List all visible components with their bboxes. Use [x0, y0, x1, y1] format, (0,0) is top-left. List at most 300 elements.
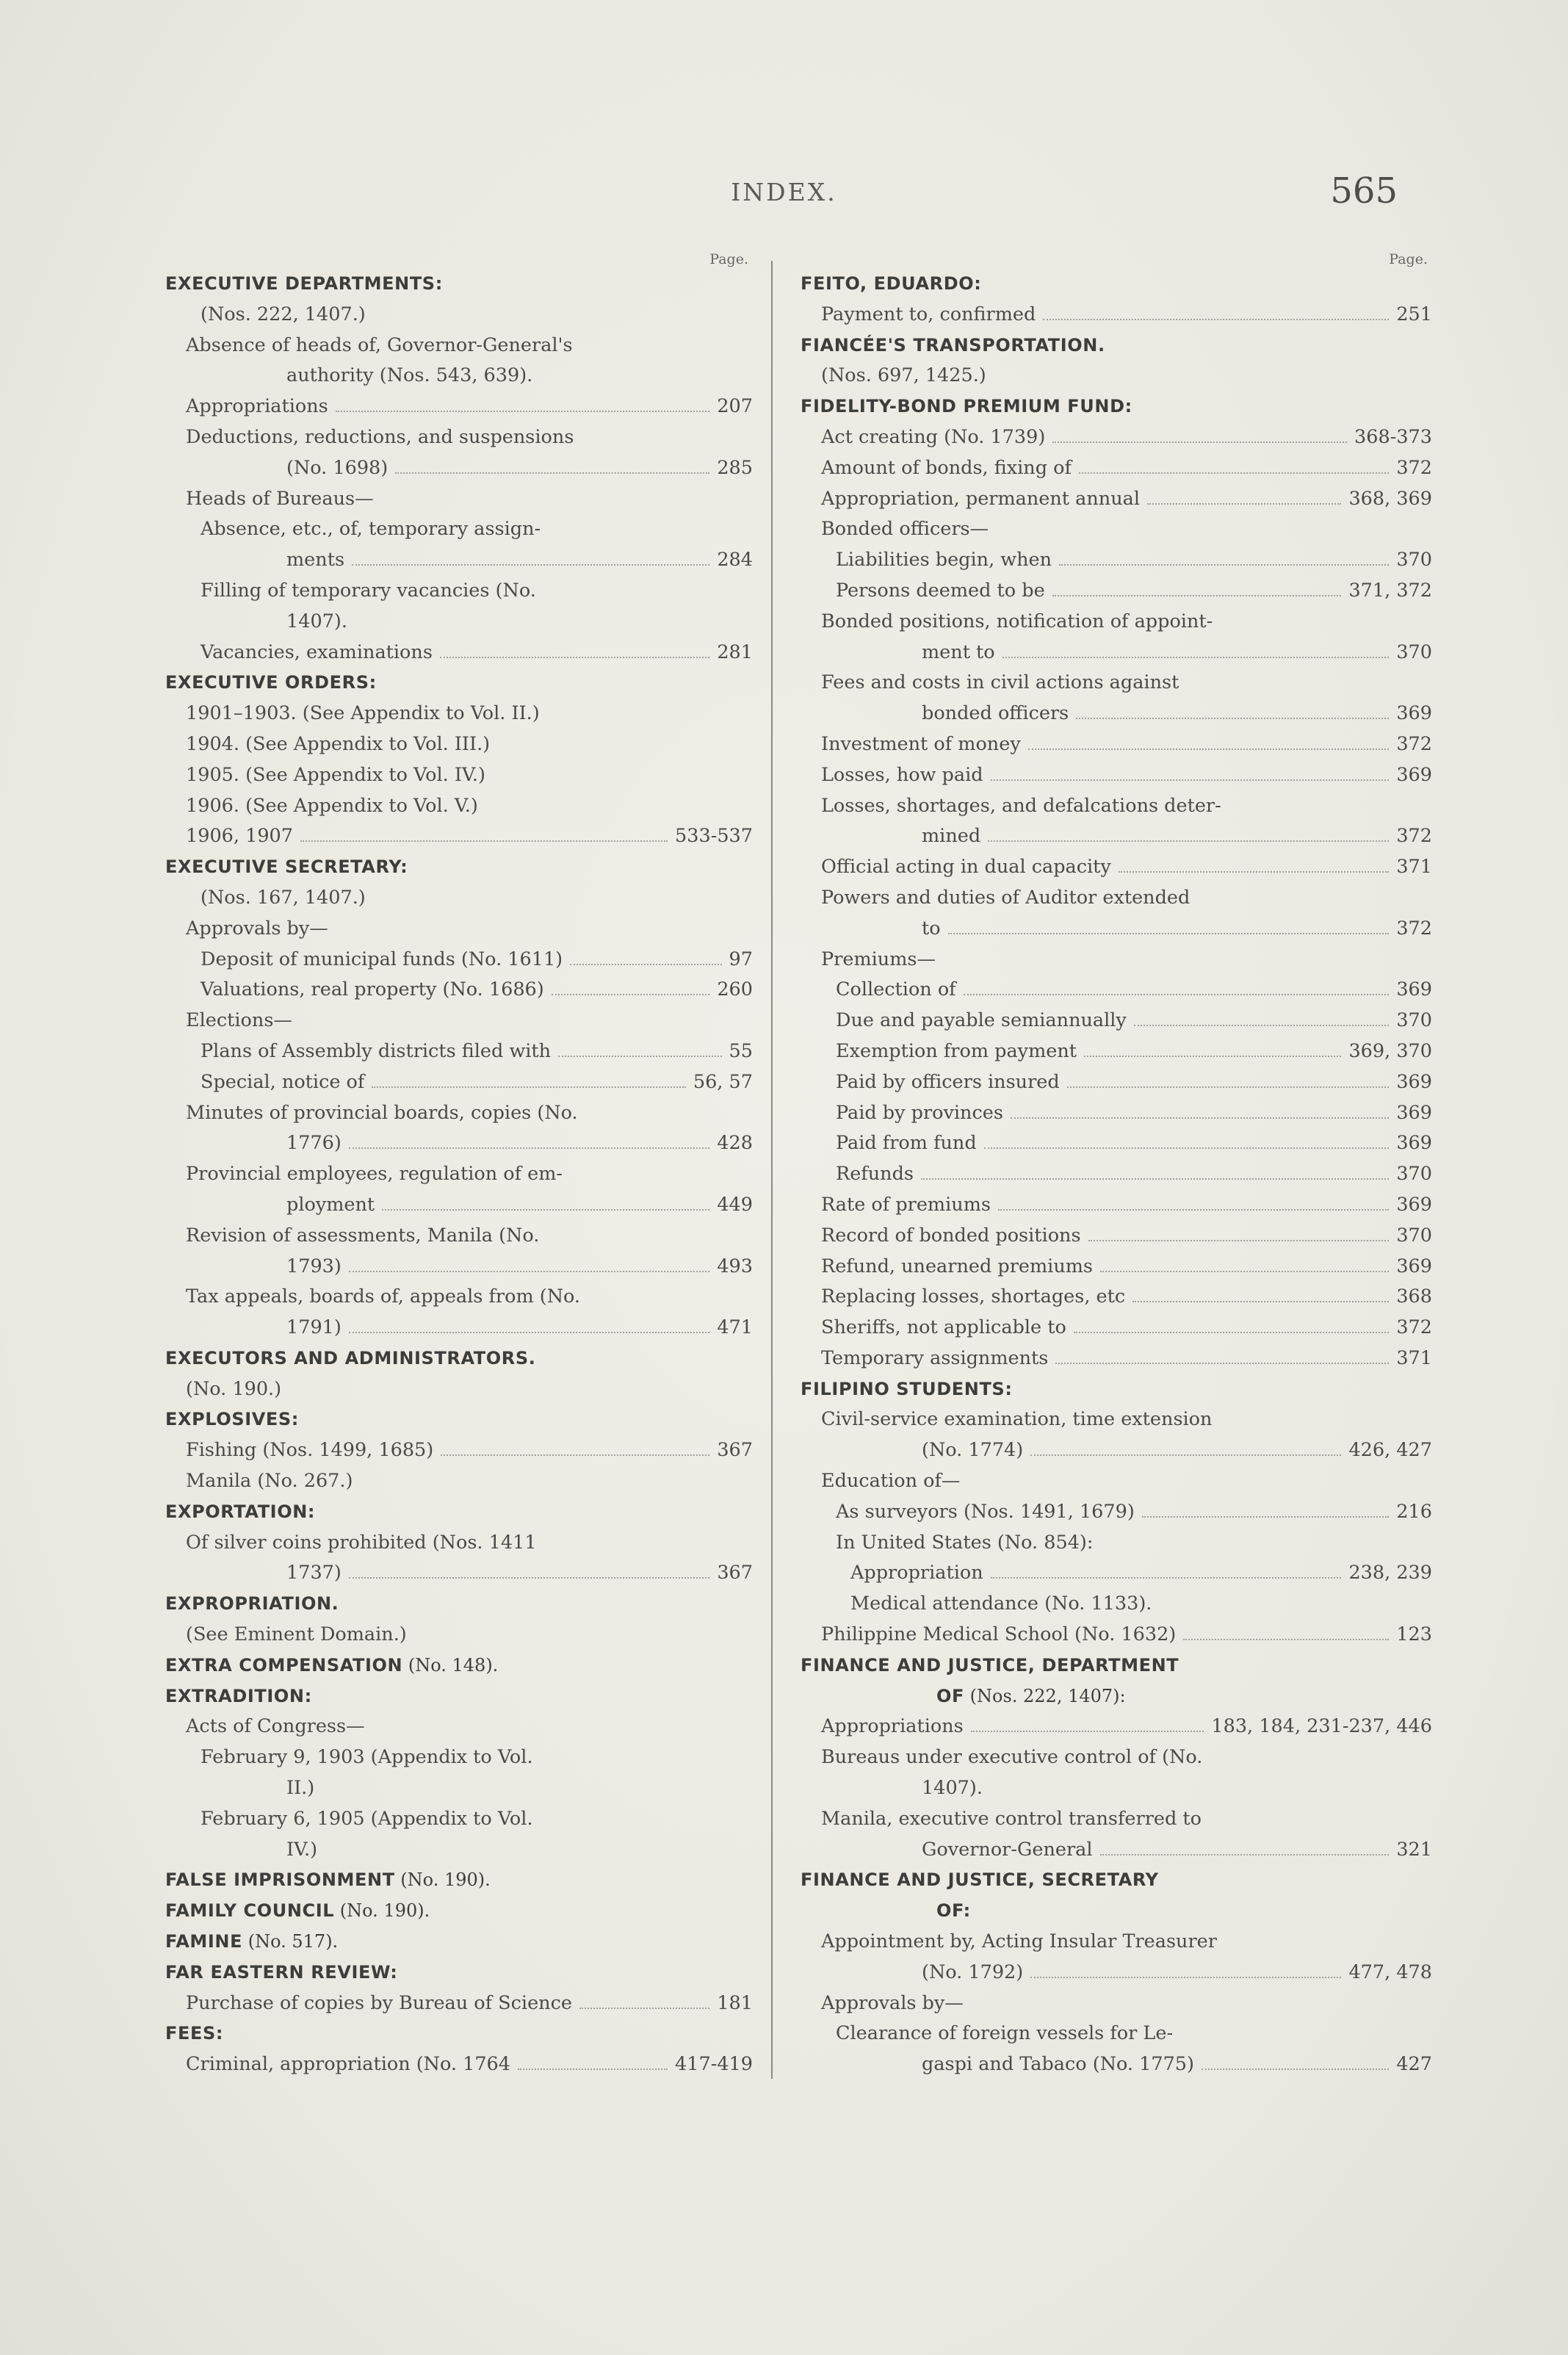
index-entry [801, 576, 1432, 607]
index-entry [801, 1098, 1432, 1129]
entry-text: Record of bonded positions [821, 1224, 1081, 1247]
index-entry [801, 1558, 1432, 1589]
index-entry [165, 2049, 753, 2080]
entry-text: Powers and duties of Auditor extended [821, 886, 1191, 909]
index-entry [165, 699, 753, 729]
index-entry [165, 607, 753, 638]
dot-leader [1059, 564, 1389, 566]
index-entry [801, 1528, 1432, 1559]
page-column-label: Page. [1389, 251, 1428, 267]
index-entry [165, 576, 753, 607]
index-heading [165, 1404, 753, 1435]
entry-text: Refund, unearned premiums [821, 1255, 1094, 1277]
index-entry [801, 1497, 1432, 1528]
page-reference: 369 [1396, 763, 1432, 786]
index-entry [801, 1466, 1432, 1497]
index-heading [165, 1497, 753, 1528]
index-entry [801, 1404, 1432, 1435]
dot-leader [1183, 1639, 1389, 1640]
index-entry [801, 1190, 1432, 1221]
index-entry [801, 1221, 1432, 1252]
dot-leader [1119, 871, 1390, 873]
entry-text: FILIPINO STUDENTS: [801, 1378, 1013, 1399]
index-heading [165, 1651, 753, 1681]
entry-text: (No. 1792) [922, 1961, 1024, 1983]
index-entry [165, 1252, 753, 1283]
page-reference: 97 [729, 948, 753, 970]
entry-text: ment to [922, 641, 995, 663]
page-reference: 321 [1396, 1838, 1432, 1861]
entry-reference: (No. 190). [394, 1869, 491, 1891]
page-reference: 369 [1396, 702, 1432, 725]
entry-text: 1901–1903. (See Appendix to Vol. II.) [186, 702, 540, 725]
entry-text: Provincial employees, regulation of em- [186, 1163, 563, 1186]
page-number: 565 [1330, 170, 1398, 212]
index-entry [801, 514, 1432, 545]
entry-text: EXPLOSIVES: [165, 1409, 299, 1430]
index-entry [801, 1620, 1432, 1651]
page-reference: 367 [717, 1439, 753, 1462]
page-reference: 370 [1396, 1224, 1432, 1247]
index-entry [801, 1773, 1432, 1804]
entry-text: Absence of heads of, Governor-General's [186, 333, 573, 356]
dot-leader [570, 964, 721, 965]
entry-text: FEITO, EDUARDO: [801, 273, 982, 294]
index-entry [801, 883, 1432, 914]
page-reference: 427 [1396, 2053, 1432, 2076]
page-reference: 368-373 [1354, 425, 1432, 448]
dot-leader [1088, 1240, 1390, 1241]
index-entry [165, 975, 753, 1006]
entry-text: Appropriation, permanent annual [821, 487, 1140, 510]
dot-leader [991, 1577, 1342, 1579]
index-entry [165, 1282, 753, 1313]
entry-text: EXTRADITION: [165, 1685, 312, 1706]
dot-leader [440, 657, 709, 658]
entry-text: OF (Nos. 222, 1407): [936, 1685, 1126, 1706]
entry-text: 1793) [286, 1255, 342, 1277]
page-reference: 370 [1396, 549, 1432, 571]
dot-leader [1142, 1516, 1390, 1518]
dot-leader [349, 1271, 709, 1272]
index-heading [801, 269, 1432, 300]
entry-text: Acts of Congress— [186, 1715, 365, 1738]
index-entry [801, 945, 1432, 975]
dot-leader [395, 472, 709, 474]
index-entry [801, 1159, 1432, 1190]
dot-leader [1002, 657, 1390, 658]
page-reference: 216 [1396, 1500, 1432, 1523]
index-entry [801, 1344, 1432, 1374]
entry-text: Exemption from payment [836, 1039, 1077, 1062]
column-divider [771, 261, 773, 2079]
entry-text: Bonded officers— [821, 518, 989, 541]
entry-text: ployment [286, 1193, 375, 1216]
entry-text: Temporary assignments [821, 1346, 1049, 1369]
index-entry [801, 1835, 1432, 1866]
running-head [0, 170, 1568, 214]
entry-text: Paid by provinces [836, 1101, 1003, 1124]
entry-reference: (No. 148). [402, 1654, 499, 1676]
index-entry [801, 422, 1432, 453]
index-entry [801, 699, 1432, 729]
page-reference: 181 [717, 1991, 753, 2014]
page-reference: 428 [717, 1132, 753, 1155]
index-entry [801, 852, 1432, 883]
entry-text: (Nos. 697, 1425.) [821, 364, 986, 387]
dot-leader [1076, 718, 1389, 719]
index-entry [165, 1773, 753, 1804]
page-reference: 372 [1396, 456, 1432, 479]
entry-text: FINANCE AND JUSTICE, DEPARTMENT [801, 1654, 1179, 1676]
page-reference: 372 [1396, 825, 1432, 848]
entry-text: Clearance of foreign vessels for Le- [836, 2022, 1174, 2045]
index-heading [165, 1865, 753, 1896]
index-heading [801, 1374, 1432, 1405]
entry-text: Rate of premiums [821, 1193, 991, 1216]
page-reference: 183, 184, 231-237, 446 [1211, 1715, 1432, 1738]
page-reference: 369 [1396, 978, 1432, 1001]
index-entry [165, 1313, 753, 1344]
entry-text: Act creating (No. 1739) [821, 425, 1046, 448]
entry-text: Heads of Bureaus— [186, 487, 374, 510]
index-entry [165, 514, 753, 545]
dot-leader [1079, 472, 1389, 474]
index-entry [165, 914, 753, 945]
entry-text: Bureaus under executive control of (No. [821, 1746, 1203, 1769]
dot-leader [1052, 441, 1347, 443]
entry-text: EXPORTATION: [165, 1501, 316, 1522]
index-heading [801, 1651, 1432, 1681]
page-reference: 123 [1396, 1623, 1432, 1646]
page-reference: 449 [717, 1193, 753, 1216]
index-entry [165, 1528, 753, 1559]
page-reference: 426, 427 [1348, 1439, 1432, 1462]
page-reference: 417-419 [675, 2053, 753, 2076]
entry-reference: (Nos. 222, 1407): [964, 1685, 1126, 1706]
entry-text: 1905. (See Appendix to Vol. IV.) [186, 763, 485, 786]
dot-leader [1202, 2069, 1389, 2070]
index-heading [165, 2019, 753, 2049]
index-entry [801, 1006, 1432, 1036]
entry-text: FIDELITY-BOND PREMIUM FUND: [801, 396, 1132, 417]
index-entry [165, 361, 753, 392]
index-entry [801, 2049, 1432, 2080]
entry-reference: (No. 190). [334, 1900, 430, 1922]
index-entry [801, 1036, 1432, 1067]
entry-text: Tax appeals, boards of, appeals from (No. [186, 1285, 581, 1308]
dot-leader [1132, 1301, 1389, 1302]
right-column [801, 250, 1432, 2080]
entry-text: Manila (No. 267.) [186, 1470, 353, 1493]
page-reference: 368, 369 [1348, 487, 1432, 510]
entry-text: FALSE IMPRISONMENT (No. 190). [165, 1869, 491, 1891]
page-reference: 284 [717, 549, 753, 571]
entry-text: Premiums— [821, 948, 936, 970]
entry-text: EXECUTIVE SECRETARY: [165, 856, 408, 878]
entry-text: EXECUTORS AND ADMINISTRATORS. [165, 1347, 536, 1368]
dot-leader [579, 2008, 709, 2009]
dot-leader [1134, 1025, 1389, 1026]
index-entry [165, 1558, 753, 1589]
index-entry [801, 791, 1432, 822]
dot-leader [352, 564, 709, 566]
index-entry [165, 1190, 753, 1221]
index-entry [165, 729, 753, 760]
page-reference: 56, 57 [693, 1070, 753, 1093]
index-entry [165, 422, 753, 453]
page-reference: 372 [1396, 1316, 1432, 1339]
dot-leader [1043, 319, 1389, 320]
index-entry [165, 1620, 753, 1651]
entry-text: (No. 1698) [286, 456, 389, 479]
entry-text: Education of— [821, 1470, 961, 1493]
page-reference: 370 [1396, 641, 1432, 663]
page-reference: 369, 370 [1348, 1039, 1432, 1062]
page-reference: 471 [717, 1316, 753, 1339]
index-entry [165, 1712, 753, 1742]
index-entry [801, 1804, 1432, 1835]
dot-leader [921, 1178, 1389, 1180]
entry-text: Sheriffs, not applicable to [821, 1316, 1066, 1339]
page-reference: 369 [1396, 1101, 1432, 1124]
entry-text: bonded officers [922, 702, 1069, 725]
page-reference: 207 [717, 395, 753, 418]
entry-text: Purchase of copies by Bureau of Science [186, 1991, 572, 2014]
index-entry [165, 791, 753, 822]
entry-text: Vacancies, examinations [200, 641, 433, 663]
entry-text: FEES: [165, 2023, 224, 2044]
page-reference: 370 [1396, 1009, 1432, 1032]
index-entry [165, 300, 753, 331]
page-reference: 372 [1396, 917, 1432, 940]
entry-text: EXTRA COMPENSATION (No. 148). [165, 1654, 499, 1676]
index-entry [165, 760, 753, 791]
index-entry [801, 821, 1432, 852]
index-entry [165, 1435, 753, 1466]
dot-leader [1030, 1977, 1341, 1978]
entry-text: 1906. (See Appendix to Vol. V.) [186, 794, 478, 817]
index-entry [801, 300, 1432, 331]
entry-text: FAMINE (No. 517). [165, 1931, 339, 1952]
entry-text: Due and payable semiannually [836, 1009, 1127, 1032]
page-column-label: Page. [709, 251, 748, 267]
index-entry [801, 1958, 1432, 1988]
index-heading [165, 269, 753, 300]
page-reference: 368 [1396, 1285, 1432, 1308]
page-reference: 238, 239 [1348, 1562, 1432, 1584]
entry-text: Governor-General [922, 1838, 1093, 1861]
index-entry [801, 1712, 1432, 1742]
index-entry [801, 545, 1432, 576]
left-entry-list [165, 269, 753, 2080]
entry-text: Appointment by, Acting Insular Treasurer [821, 1930, 1217, 1953]
index-entry [801, 760, 1432, 791]
entry-text: EXPROPRIATION. [165, 1593, 339, 1615]
dot-leader [336, 411, 710, 412]
index-heading [165, 852, 753, 883]
entry-text: 1904. (See Appendix to Vol. III.) [186, 732, 491, 755]
entry-text: 1776) [286, 1132, 342, 1155]
entry-text: FIANCÉE'S TRANSPORTATION. [801, 334, 1105, 356]
dot-leader [372, 1086, 686, 1088]
entry-text: Philippine Medical School (No. 1632) [821, 1623, 1177, 1646]
index-heading [165, 1958, 753, 1988]
index-heading [165, 668, 753, 699]
index-entry [801, 1742, 1432, 1773]
entry-text: Paid by officers insured [836, 1070, 1060, 1093]
entry-text: Plans of Assembly districts filed with [200, 1039, 552, 1062]
index-entry [801, 1313, 1432, 1344]
index-entry [165, 1098, 753, 1129]
entry-text: gaspi and Tabaco (No. 1775) [922, 2053, 1194, 2076]
dot-leader [964, 994, 1390, 995]
entry-text: Investment of money [821, 732, 1021, 755]
page-reference: 285 [717, 456, 753, 479]
left-column [165, 250, 753, 2080]
index-entry [165, 1835, 753, 1866]
index-entry [165, 1159, 753, 1190]
index-entry [801, 1927, 1432, 1958]
index-heading [801, 1896, 1432, 1927]
page-reference: 369 [1396, 1070, 1432, 1093]
page-reference: 367 [717, 1562, 753, 1584]
dot-leader [1067, 1086, 1390, 1088]
entry-text: (No. 1774) [922, 1439, 1024, 1462]
dot-leader [984, 1147, 1390, 1149]
entry-text: Medical attendance (No. 1133). [850, 1593, 1152, 1615]
entry-text: Losses, how paid [821, 763, 983, 786]
index-entry [165, 638, 753, 668]
entry-text: FAR EASTERN REVIEW: [165, 1961, 398, 1983]
entry-text: Fees and costs in civil actions against [821, 671, 1179, 694]
index-entry [801, 361, 1432, 392]
entry-text: Manila, executive control transferred to [821, 1807, 1202, 1830]
dot-leader [552, 994, 710, 995]
index-entry [165, 1036, 753, 1067]
dot-leader [1147, 503, 1341, 505]
entry-text: Appropriation [850, 1562, 983, 1584]
index-entry [801, 607, 1432, 638]
index-entry [165, 1742, 753, 1773]
dot-leader [1052, 595, 1342, 596]
entry-text: Persons deemed to be [836, 579, 1045, 602]
index-entry [165, 821, 753, 852]
entry-text: IV.) [286, 1838, 318, 1861]
entry-text: FAMILY COUNCIL (No. 190). [165, 1900, 430, 1922]
entry-text: 1407). [922, 1777, 983, 1800]
page-reference: 251 [1396, 303, 1432, 325]
entry-text: Bonded positions, notification of appoint- [821, 610, 1213, 632]
entry-text: II.) [286, 1777, 315, 1800]
dot-leader [1055, 1363, 1389, 1364]
index-entry [165, 1804, 753, 1835]
entry-text: February 6, 1905 (Appendix to Vol. [200, 1807, 533, 1830]
entry-text: Collection of [836, 978, 956, 1001]
page-reference: 372 [1396, 732, 1432, 755]
page-reference: 371 [1396, 856, 1432, 879]
entry-text: 1791) [286, 1316, 342, 1339]
page-reference: 370 [1396, 1163, 1432, 1186]
entry-text: Paid from fund [836, 1132, 977, 1155]
dot-leader [1011, 1117, 1389, 1119]
page-reference: 371, 372 [1348, 579, 1432, 602]
entry-text: (Nos. 222, 1407.) [200, 303, 366, 325]
page-reference: 371 [1396, 1346, 1432, 1369]
dot-leader [1074, 1332, 1390, 1333]
page-reference: 369 [1396, 1255, 1432, 1277]
index-entry [165, 1128, 753, 1159]
dot-leader [991, 779, 1390, 781]
index-entry [165, 1988, 753, 2019]
entry-text: Official acting in dual capacity [821, 856, 1111, 879]
entry-text: to [922, 917, 941, 940]
index-entry [165, 1221, 753, 1252]
index-entry [165, 1067, 753, 1098]
index-entry [801, 453, 1432, 484]
index-entry [165, 484, 753, 515]
entry-text: Of silver coins prohibited (Nos. 1411 [186, 1531, 537, 1554]
dot-leader [441, 1454, 709, 1456]
dot-leader [558, 1056, 721, 1057]
index-entry [165, 883, 753, 914]
index-entry [801, 729, 1432, 760]
entry-text: 1737) [286, 1562, 342, 1584]
index-entry [165, 453, 753, 484]
entry-text: OF: [936, 1900, 971, 1922]
entry-text: Payment to, confirmed [821, 303, 1036, 325]
dot-leader [971, 1731, 1204, 1732]
page-reference: 369 [1396, 1132, 1432, 1155]
entry-text: 1407). [286, 610, 347, 632]
index-entry [165, 1006, 753, 1036]
entry-reference: (No. 517). [242, 1931, 339, 1952]
index-entry [801, 1589, 1432, 1620]
index-heading [801, 1681, 1432, 1712]
dot-leader [300, 840, 668, 842]
page-reference: 369 [1396, 1193, 1432, 1216]
dot-leader [1028, 749, 1390, 750]
entry-text: Elections— [186, 1009, 292, 1032]
index-entry [801, 1988, 1432, 2019]
entry-text: February 9, 1903 (Appendix to Vol. [200, 1746, 533, 1769]
page-reference: 260 [717, 978, 753, 1001]
index-entry [801, 1067, 1432, 1098]
dot-leader [349, 1332, 709, 1333]
index-entry [801, 484, 1432, 515]
entry-text: Absence, etc., of, temporary assign- [200, 518, 541, 541]
entry-text: Refunds [836, 1163, 914, 1186]
index-heading [165, 1344, 753, 1374]
dot-leader [349, 1147, 709, 1149]
entry-text: Special, notice of [200, 1070, 365, 1093]
index-entry [801, 1282, 1432, 1313]
index-entry [165, 392, 753, 422]
entry-text: EXECUTIVE DEPARTMENTS: [165, 273, 443, 294]
dot-leader [988, 840, 1389, 842]
entry-text: Losses, shortages, and defalcations deter- [821, 794, 1221, 817]
entry-text: Filling of temporary vacancies (No. [200, 579, 536, 602]
entry-text: Minutes of provincial boards, copies (No. [186, 1101, 578, 1124]
entry-text: Fishing (Nos. 1499, 1685) [186, 1439, 434, 1462]
page-reference: 493 [717, 1255, 753, 1277]
entry-text: Appropriations [821, 1715, 964, 1738]
entry-text: mined [922, 825, 981, 848]
entry-text: Civil-service examination, time extension [821, 1408, 1213, 1431]
dot-leader [1030, 1454, 1341, 1456]
index-entry [801, 1252, 1432, 1283]
dot-leader [349, 1577, 709, 1579]
